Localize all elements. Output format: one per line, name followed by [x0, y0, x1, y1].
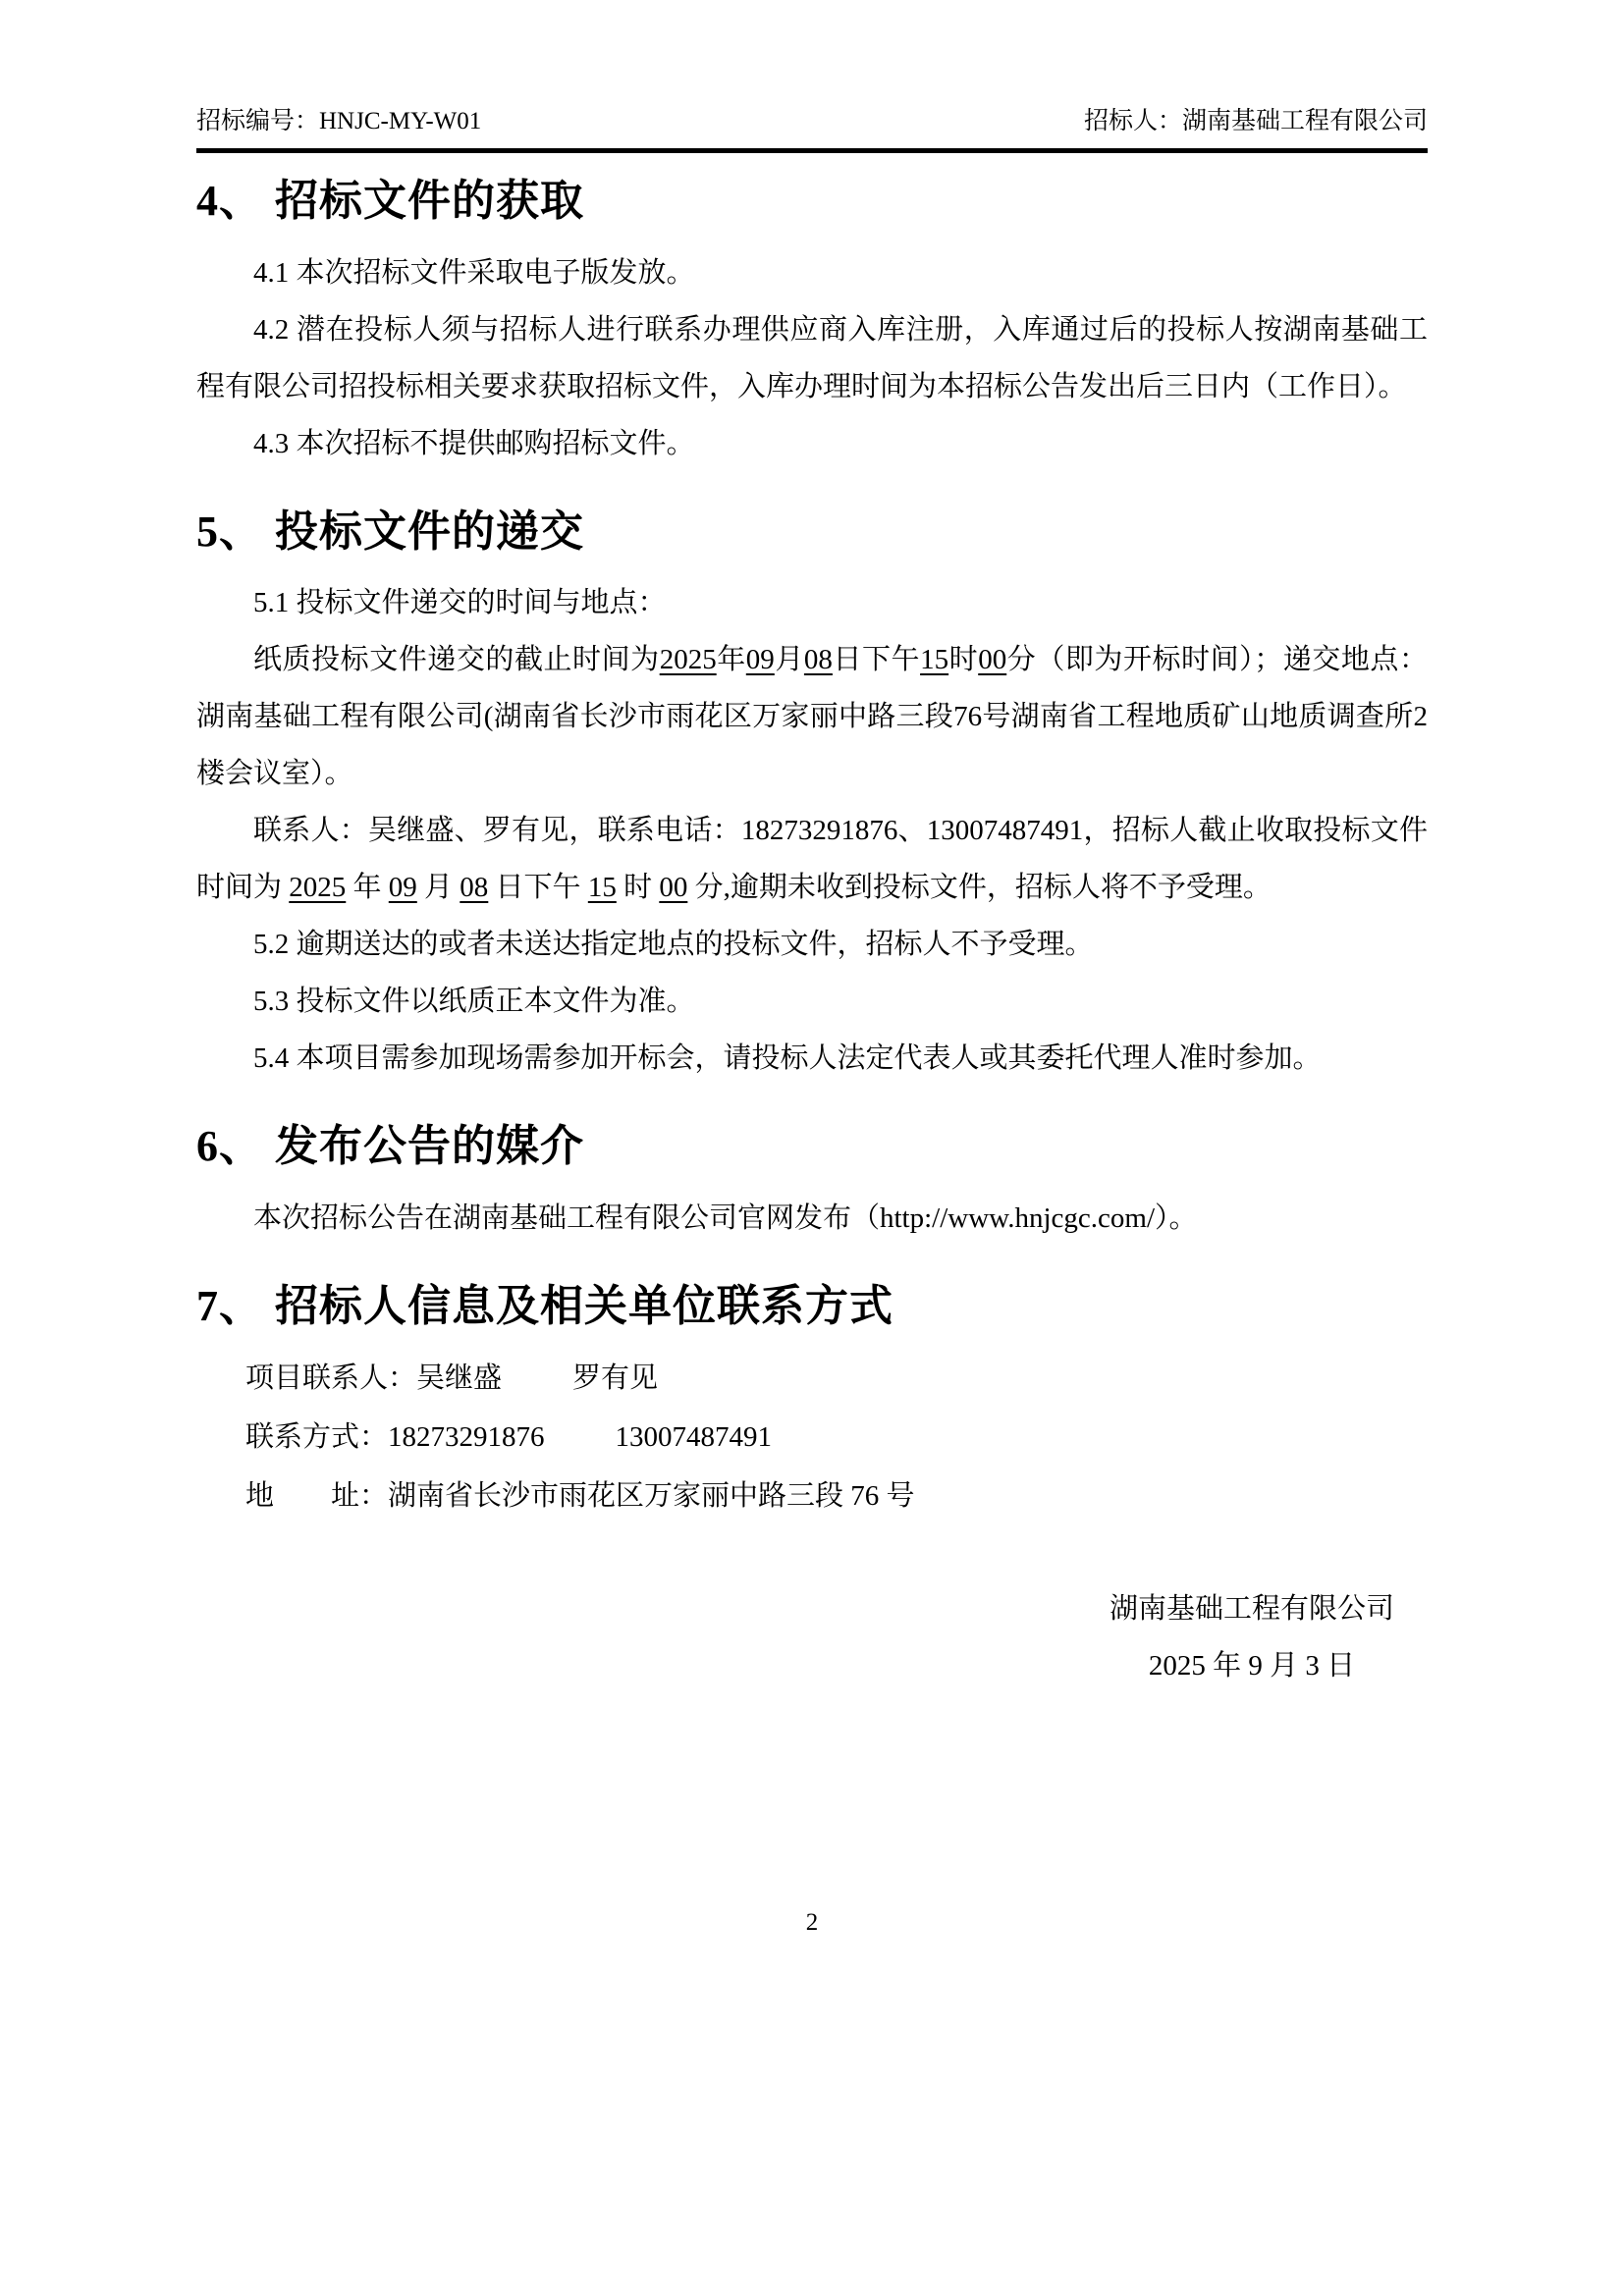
contact-text-4: 日下午: [488, 872, 588, 904]
deadline-minute: 00: [978, 644, 1007, 676]
deadline-day: 08: [803, 644, 833, 676]
section-4-title: 4、 招标文件的获取: [196, 177, 584, 225]
paragraph-4-3: 4.3 本次招标不提供邮购招标文件。: [253, 427, 695, 459]
contact-hour: 15: [587, 872, 617, 904]
contact-text-5: 时: [616, 872, 660, 904]
contact-year: 2025: [289, 872, 347, 904]
deadline-text-5: 时: [948, 644, 979, 676]
paragraph-4-2: 4.2 潜在投标人须与招标人进行联系办理供应商入库注册，入库通过后的投标人按湖南基础工程有限公司招投标相关要求获取招标文件，入库办理时间为本招标公告发出后三日内（工作日）。: [196, 313, 1428, 402]
contact-text-3: 月: [416, 872, 460, 904]
signature-block: [1090, 1580, 1414, 1694]
page-footer: [0, 1909, 1624, 1937]
phone-row: [196, 1408, 1428, 1467]
paragraph-5-1-deadline: [196, 631, 1428, 802]
paragraph-5-1: 5.1 投标文件递交的时间与地点：: [253, 587, 667, 619]
address-row: [196, 1467, 1428, 1525]
contact-month: 09: [388, 872, 417, 904]
contact-minute: 00: [659, 872, 688, 904]
contact-person-label: 项目联系人：: [245, 1362, 417, 1395]
deadline-month: 09: [745, 644, 775, 676]
bidder-name: 招标人：湖南基础工程有限公司: [1083, 108, 1428, 134]
page-header: [196, 106, 1428, 153]
signature-date: 2025 年 9 月 3 日: [1148, 1650, 1356, 1682]
paragraph-5-4: 5.4 本项目需参加现场需参加开标会，请投标人法定代表人或其委托代理人准时参加。: [253, 1042, 1322, 1075]
deadline-text-3: 月: [774, 644, 804, 676]
contact-text-1: 联系人：吴继盛、罗有见，联系电话：18273291876、13007487491，招标人截止收取投标文件时间为: [196, 815, 1428, 904]
section-7-title: 7、 招标人信息及相关单位联系方式: [196, 1281, 893, 1330]
section-6-title: 6、 发布公告的媒介: [196, 1122, 584, 1171]
contact-text-6: 分,逾期未收到投标文件，招标人将不予受理。: [687, 872, 1272, 904]
address-value: 湖南省长沙市雨花区万家丽中路三段 76 号: [388, 1480, 915, 1513]
section-7: [196, 1282, 1428, 1526]
address-label: 地 址：: [245, 1480, 389, 1513]
section-5-title: 5、 投标文件的递交: [196, 507, 584, 556]
contact-person-1: 吴继盛: [416, 1362, 503, 1395]
section-5: [196, 507, 1428, 1088]
paragraph-4-1: 4.1 本次招标文件采取电子版发放。: [253, 256, 695, 289]
deadline-hour: 15: [920, 644, 949, 676]
section-4: [196, 177, 1428, 472]
deadline-text-4: 日下午: [832, 644, 921, 676]
paragraph-5-2: 5.2 逾期送达的或者未送达指定地点的投标文件，招标人不予受理。: [253, 929, 1094, 961]
contact-person-row: [196, 1349, 1428, 1408]
page-number: 2: [805, 1909, 819, 1936]
section-6: [196, 1122, 1428, 1247]
phone-label: 联系方式：: [245, 1421, 389, 1454]
deadline-text-6: 分（即为开标时间）；递交地点：湖南基础工程有限公司(湖南省长沙市雨花区万家丽中路三段76号湖南省工程地质矿山地质调查所2楼会议室）。: [196, 644, 1428, 790]
document-content: [196, 157, 1428, 1694]
deadline-text-2: 年: [716, 644, 746, 676]
paragraph-5-1-contact: [196, 802, 1428, 916]
deadline-year: 2025: [659, 644, 717, 676]
phone-2: 13007487491: [615, 1421, 773, 1454]
phone-1: 18273291876: [388, 1421, 545, 1454]
paragraph-6-1: 本次招标公告在湖南基础工程有限公司官网发布（http://www.hnjcgc.com/）。: [253, 1201, 1198, 1234]
paragraph-5-3: 5.3 投标文件以纸质正本文件为准。: [253, 986, 695, 1018]
contact-day: 08: [460, 872, 489, 904]
contact-person-2: 罗有见: [572, 1362, 659, 1395]
deadline-text-1: 纸质投标文件递交的截止时间为: [253, 644, 660, 676]
contact-text-2: 年: [346, 872, 389, 904]
tender-number: 招标编号：HNJC-MY-W01: [196, 108, 482, 134]
signature-company: 湖南基础工程有限公司: [1109, 1593, 1394, 1626]
